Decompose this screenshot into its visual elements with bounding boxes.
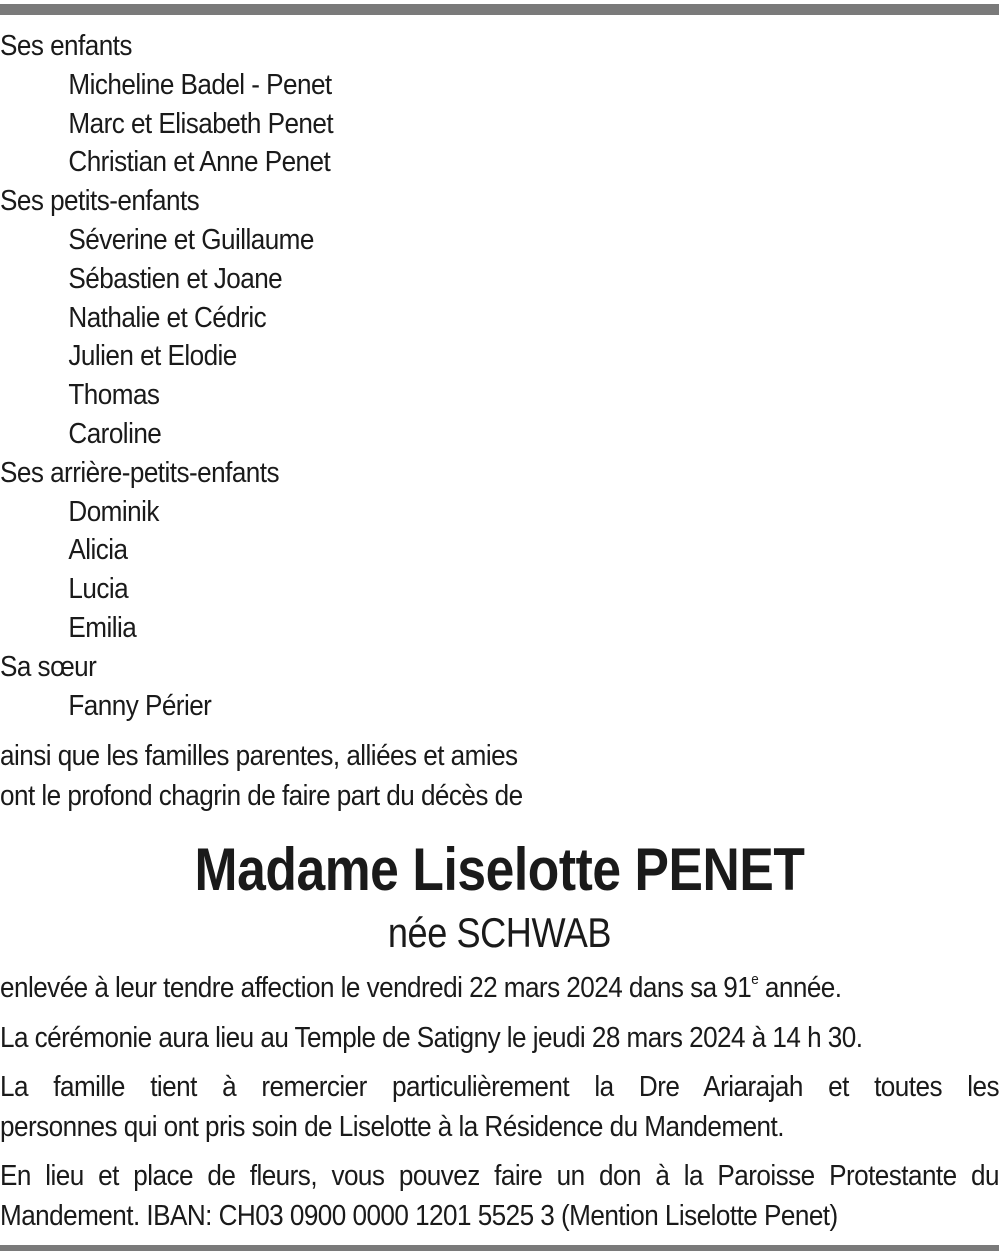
family-group-grandchildren: [0, 182, 999, 454]
ceremony-info: La cérémonie aura lieu au Temple de Satigny le jeudi 28 mars 2024 à 14 h 30.: [0, 1021, 863, 1054]
intro-line: ont le profond chagrin de faire part du décès de: [0, 779, 523, 812]
bottom-rule: [0, 1245, 999, 1251]
group-title: Ses arrière-petits-enfants: [0, 456, 279, 489]
family-member: Lucia: [68, 573, 129, 606]
thanks-paragraph: [0, 1068, 999, 1147]
family-member: Christian et Anne Penet: [68, 146, 331, 179]
family-member: Thomas: [68, 379, 160, 412]
deceased-name: Madame Liselotte PENET: [194, 836, 805, 904]
death-text-end: année.: [758, 972, 842, 1005]
family-member: Sébastien et Joane: [68, 262, 283, 295]
intro-line: ainsi que les familles parentes, alliées et amies: [0, 740, 518, 773]
family-member: Caroline: [68, 417, 162, 450]
top-rule: [0, 4, 999, 15]
death-announcement: [0, 969, 999, 1009]
group-title: Sa sœur: [0, 650, 97, 683]
family-member: Dominik: [68, 495, 159, 528]
donation-line: Mandement. IBAN: CH03 0900 0000 1201 5525 3 (Mention Liselotte Penet): [0, 1199, 838, 1232]
family-member: Micheline Badel - Penet: [68, 68, 332, 101]
obituary-notice: [0, 27, 999, 1246]
family-member: Julien et Elodie: [68, 340, 237, 373]
family-member: Marc et Elisabeth Penet: [68, 107, 334, 140]
donation-paragraph: [0, 1157, 999, 1236]
family-group-sister: [0, 648, 999, 726]
maiden-name: née SCHWAB: [387, 909, 612, 957]
intro-text: [0, 737, 999, 816]
family-group-great-grandchildren: [0, 454, 999, 648]
family-list: [0, 27, 999, 725]
family-group-children: [0, 27, 999, 182]
family-member: Emilia: [68, 611, 137, 644]
group-title: Ses petits-enfants: [0, 185, 200, 218]
donation-line: En lieu et place de fleurs, vous pouvez faire un don à la Paroisse Protestante du: [0, 1160, 999, 1193]
group-title: Ses enfants: [0, 30, 132, 62]
ordinal-superscript: e: [751, 971, 759, 989]
thanks-line: personnes qui ont pris soin de Liselotte à la Résidence du Mandement.: [0, 1110, 784, 1143]
death-text: enlevée à leur tendre affection le vendredi 22 mars 2024 dans sa 91: [0, 972, 752, 1005]
family-member: Fanny Périer: [68, 689, 212, 722]
family-member: Nathalie et Cédric: [68, 301, 267, 334]
family-member: Séverine et Guillaume: [68, 223, 314, 256]
family-member: Alicia: [68, 534, 128, 567]
thanks-line: La famille tient à remercier particulièrement la Dre Ariarajah et toutes les: [0, 1071, 999, 1104]
